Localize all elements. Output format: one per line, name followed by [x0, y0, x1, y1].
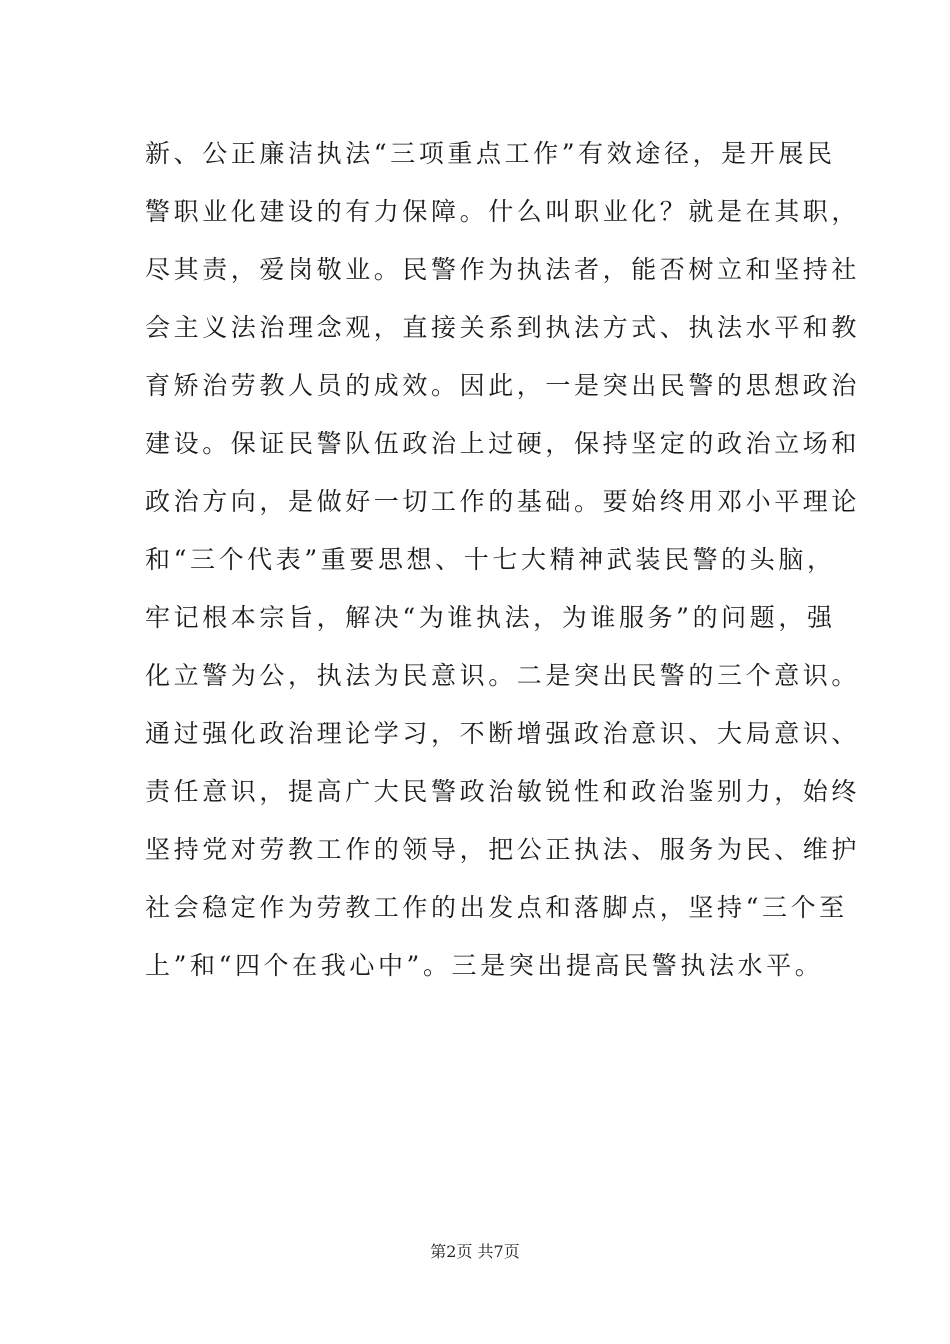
text-line: 会主义法治理念观，直接关系到执法方式、执法水平和教: [145, 313, 861, 342]
text-line: 上”和“四个在我心中”。三是突出提高民警执法水平。: [145, 951, 824, 980]
text-line: 社会稳定作为劳教工作的出发点和落脚点，坚持“三个至: [145, 893, 848, 922]
text-line: 尽其责，爱岗敬业。民警作为执法者，能否树立和坚持社: [145, 255, 861, 284]
text-line: 和“三个代表”重要思想、十七大精神武装民警的头脑，: [145, 545, 836, 574]
text-line: 政治方向，是做好一切工作的基础。要始终用邓小平理论: [145, 487, 861, 516]
text-line: 建设。保证民警队伍政治上过硬，保持坚定的政治立场和: [145, 429, 861, 458]
text-line: 通过强化政治理论学习，不断增强政治意识、大局意识、: [145, 719, 861, 748]
text-line: 警职业化建设的有力保障。什么叫职业化？就是在其职，: [145, 197, 861, 226]
text-line: 新、公正廉洁执法“三项重点工作”有效途径，是开展民: [145, 139, 836, 168]
text-line: 育矫治劳教人员的成效。因此，一是突出民警的思想政治: [145, 371, 861, 400]
text-line: 化立警为公，执法为民意识。二是突出民警的三个意识。: [145, 661, 861, 690]
text-line: 牢记根本宗旨，解决“为谁执法，为谁服务”的问题，强: [145, 603, 836, 632]
body-text: [145, 125, 861, 995]
text-line: 坚持党对劳教工作的领导，把公正执法、服务为民、维护: [145, 835, 861, 864]
text-line: 责任意识，提高广大民警政治敏锐性和政治鉴别力，始终: [145, 777, 861, 806]
page-number-footer: 第2页 共7页: [430, 1242, 520, 1261]
